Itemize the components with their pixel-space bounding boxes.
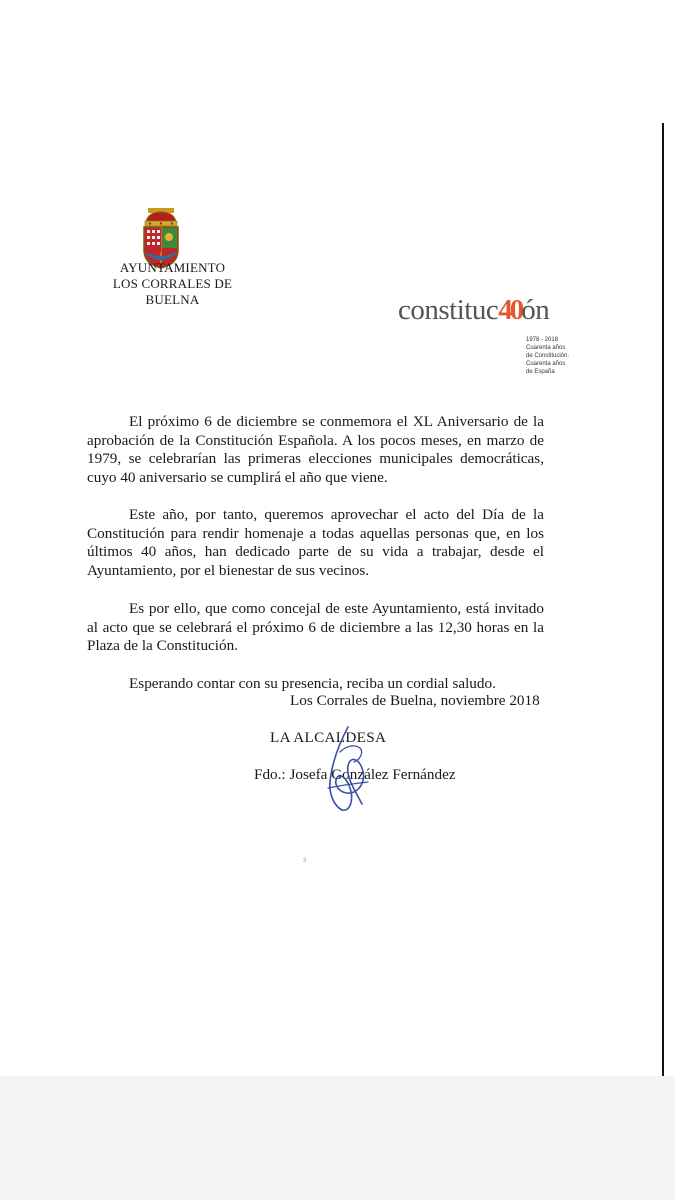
logo-tagline-line: 1978 - 2018 <box>526 337 559 343</box>
organization-header <box>85 260 260 308</box>
letter-paragraph-1: El próximo 6 de diciembre se conmemora el XL Aniversario de la aprobación de la Constitución Española. A los pocos meses, en marzo de 1979, se celebrarían las primeras elecciones municipales democráticas, cuyo 40 aniversario se cumplirá el año que viene. <box>87 413 544 486</box>
bottom-margin-band <box>0 1076 675 1200</box>
constitucion-40-logo <box>398 294 578 334</box>
logo-number: 40 <box>498 294 522 326</box>
letter-closing: Esperando contar con su presencia, reciba un cordial saludo. <box>129 675 496 692</box>
logo-tagline-line: Cuarenta años <box>526 345 566 351</box>
logo-tagline-line: de España <box>526 369 555 375</box>
logo-tagline <box>526 336 586 376</box>
logo-tagline-line: de Constitución. <box>526 353 570 359</box>
signer-title: LA ALCALDESA <box>270 729 387 746</box>
letter-paragraph-2: Este año, por tanto, queremos aprovechar el acto del Día de la Constitución para rendir homenaje a todas aquellas personas que, en los últimos 40 años, han dedicado parte de su vida a trabajar, desde el Ayuntamiento, por el bienestar de sus vecinos. <box>87 506 544 579</box>
page-number-mark: 3 <box>303 858 307 864</box>
page-edge <box>662 123 664 1076</box>
logo-text-end: ón <box>521 294 550 326</box>
org-line-2: LOS CORRALES DE BUELNA <box>112 276 233 307</box>
org-line-1: AYUNTAMIENTO <box>119 260 226 275</box>
place-and-date: Los Corrales de Buelna, noviembre 2018 <box>290 692 540 709</box>
logo-text-start: constituc <box>398 294 499 326</box>
logo-tagline-line: Cuarenta años <box>526 361 566 367</box>
handwritten-signature-icon <box>310 722 380 817</box>
signer-name: Fdo.: Josefa González Fernández <box>254 766 456 783</box>
letter-paragraph-3: Es por ello, que como concejal de este Ayuntamiento, está invitado al acto que se celebrará el próximo 6 de diciembre a las 12,30 horas en la Plaza de la Constitución. <box>87 600 544 655</box>
top-margin-band <box>0 0 675 123</box>
